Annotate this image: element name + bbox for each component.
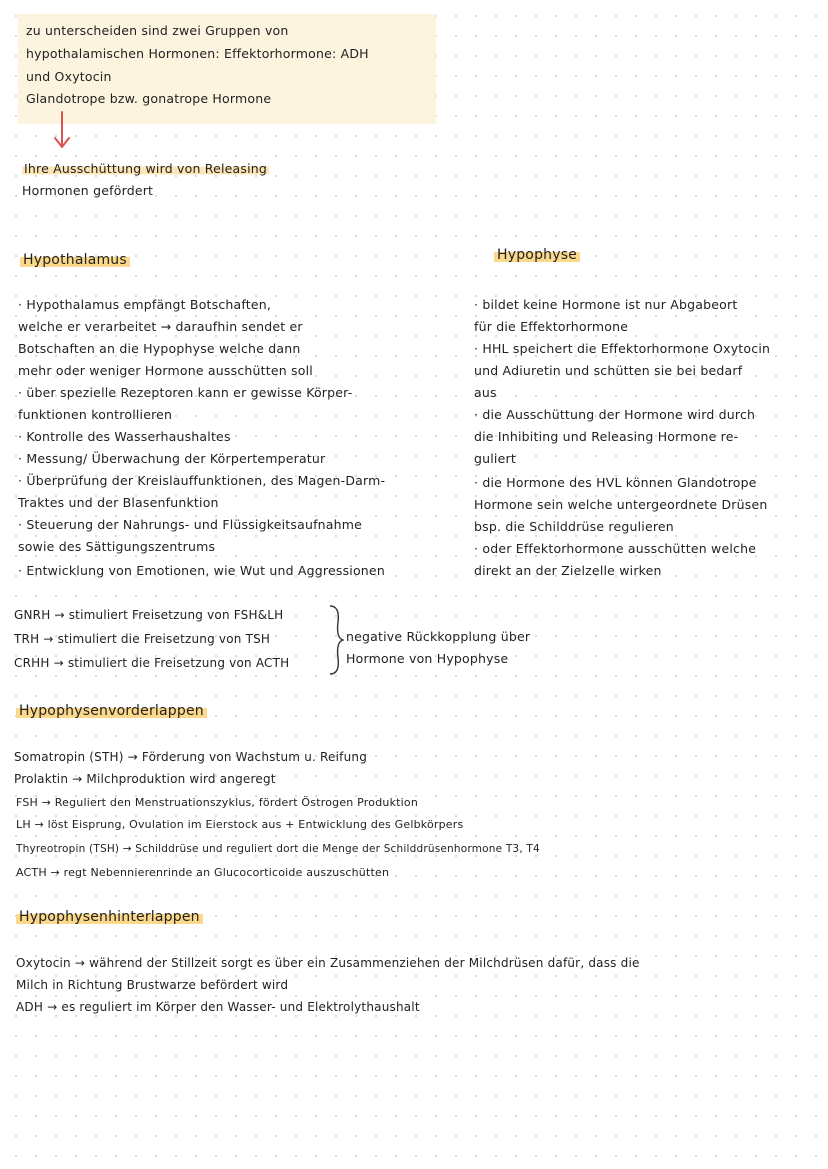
feedback-line-1: negative Rückkopplung über (346, 629, 531, 644)
hypothalamus-line: · Steuerung der Nahrungs- und Flüssigkeitsaufnahme (18, 517, 363, 532)
hypophyse-line: Hormone sein welche untergeordnete Drüsen (474, 497, 768, 512)
hypothalamus-line: mehr oder weniger Hormone ausschütten soll (18, 363, 313, 378)
hypophyse-line: die Inhibiting und Releasing Hormone re- (474, 429, 739, 444)
curly-brace-icon (328, 604, 344, 676)
hypophyse-line: aus (474, 385, 497, 400)
hypophyse-line: und Adiuretin und schütten sie bei bedarf (474, 363, 743, 378)
release-line-1: Ihre Ausschüttung wird von Releasing (24, 161, 268, 176)
releasing-line-trh: TRH → stimuliert die Freisetzung von TSH (14, 632, 271, 646)
hhl-line: Milch in Richtung Brustwarze befördert wird (16, 978, 289, 992)
hypothalamus-line: funktionen kontrollieren (18, 407, 173, 422)
hvl-line: LH → löst Eisprung, Ovulation im Eierstock aus + Entwicklung des Gelbkörpers (16, 818, 464, 831)
releasing-line-crhh: CRHH → stimuliert die Freisetzung von ACTH (14, 656, 290, 670)
feedback-line-2: Hormone von Hypophyse (346, 651, 509, 666)
hypophyse-line: für die Effektorhormone (474, 319, 629, 334)
down-arrow-icon (52, 110, 72, 152)
hypophyse-line: · bildet keine Hormone ist nur Abgabeort (474, 297, 738, 312)
hypophyse-heading: Hypophyse (494, 246, 580, 264)
hvl-line: Somatropin (STH) → Förderung von Wachstum u. Reifung (14, 750, 368, 764)
hvl-line: FSH → Reguliert den Menstruationszyklus, fördert Östrogen Produktion (16, 796, 419, 809)
hvl-line: ACTH → regt Nebennierenrinde an Glucocorticoide auszuschütten (16, 866, 390, 879)
releasing-line-gnrh: GNRH → stimuliert Freisetzung von FSH&LH (14, 608, 284, 622)
hvl-line: Prolaktin → Milchproduktion wird angeregt (14, 772, 276, 786)
hypothalamus-line: sowie des Sättigungszentrums (18, 539, 216, 554)
hypothalamus-line: · Hypothalamus empfängt Botschaften, (18, 297, 272, 312)
hypophyse-line: · die Hormone des HVL können Glandotrope (474, 475, 757, 490)
hvl-heading: Hypophysenvorderlappen (16, 702, 207, 720)
hypothalamus-line: Botschaften an die Hypophyse welche dann (18, 341, 301, 356)
intro-line-4: Glandotrope bzw. gonatrope Hormone (26, 91, 272, 106)
hypophyse-line: · HHL speichert die Effektorhormone Oxytocin (474, 341, 771, 356)
hhl-line: ADH → es reguliert im Körper den Wasser- und Elektrolythaushalt (16, 1000, 420, 1014)
hypophyse-line: · oder Effektorhormone ausschütten welche (474, 541, 757, 556)
release-line-2: Hormonen gefördert (22, 183, 154, 198)
hypothalamus-line: · über spezielle Rezeptoren kann er gewisse Körper- (18, 385, 353, 400)
hypophyse-line: guliert (474, 451, 516, 466)
hypothalamus-line: · Entwicklung von Emotionen, wie Wut und Aggressionen (18, 563, 385, 578)
hypothalamus-line: Traktes und der Blasenfunktion (18, 495, 219, 510)
hypophyse-line: bsp. die Schilddrüse regulieren (474, 519, 674, 534)
intro-line-1: zu unterscheiden sind zwei Gruppen von (26, 23, 289, 38)
hypothalamus-line: · Überprüfung der Kreislauffunktionen, des Magen-Darm- (18, 473, 386, 488)
intro-line-3: und Oxytocin (26, 69, 112, 84)
hvl-line: Thyreotropin (TSH) → Schilddrüse und reguliert dort die Menge der Schilddrüsenhormone T3, T4 (16, 843, 540, 855)
hypophyse-line: direkt an der Zielzelle wirken (474, 563, 662, 578)
hhl-heading: Hypophysenhinterlappen (16, 908, 203, 926)
hypophyse-line: · die Ausschüttung der Hormone wird durch (474, 407, 756, 422)
hypothalamus-heading: Hypothalamus (20, 251, 130, 269)
hypothalamus-line: · Messung/ Überwachung der Körpertemperatur (18, 451, 326, 466)
hypothalamus-line: welche er verarbeitet → daraufhin sendet er (18, 319, 303, 334)
intro-line-2: hypothalamischen Hormonen: Effektorhormone: ADH (26, 46, 369, 61)
hypothalamus-line: · Kontrolle des Wasserhaushaltes (18, 429, 231, 444)
hhl-line: Oxytocin → während der Stillzeit sorgt es über ein Zusammenziehen der Milchdrüsen dafür, dass die (16, 956, 640, 970)
